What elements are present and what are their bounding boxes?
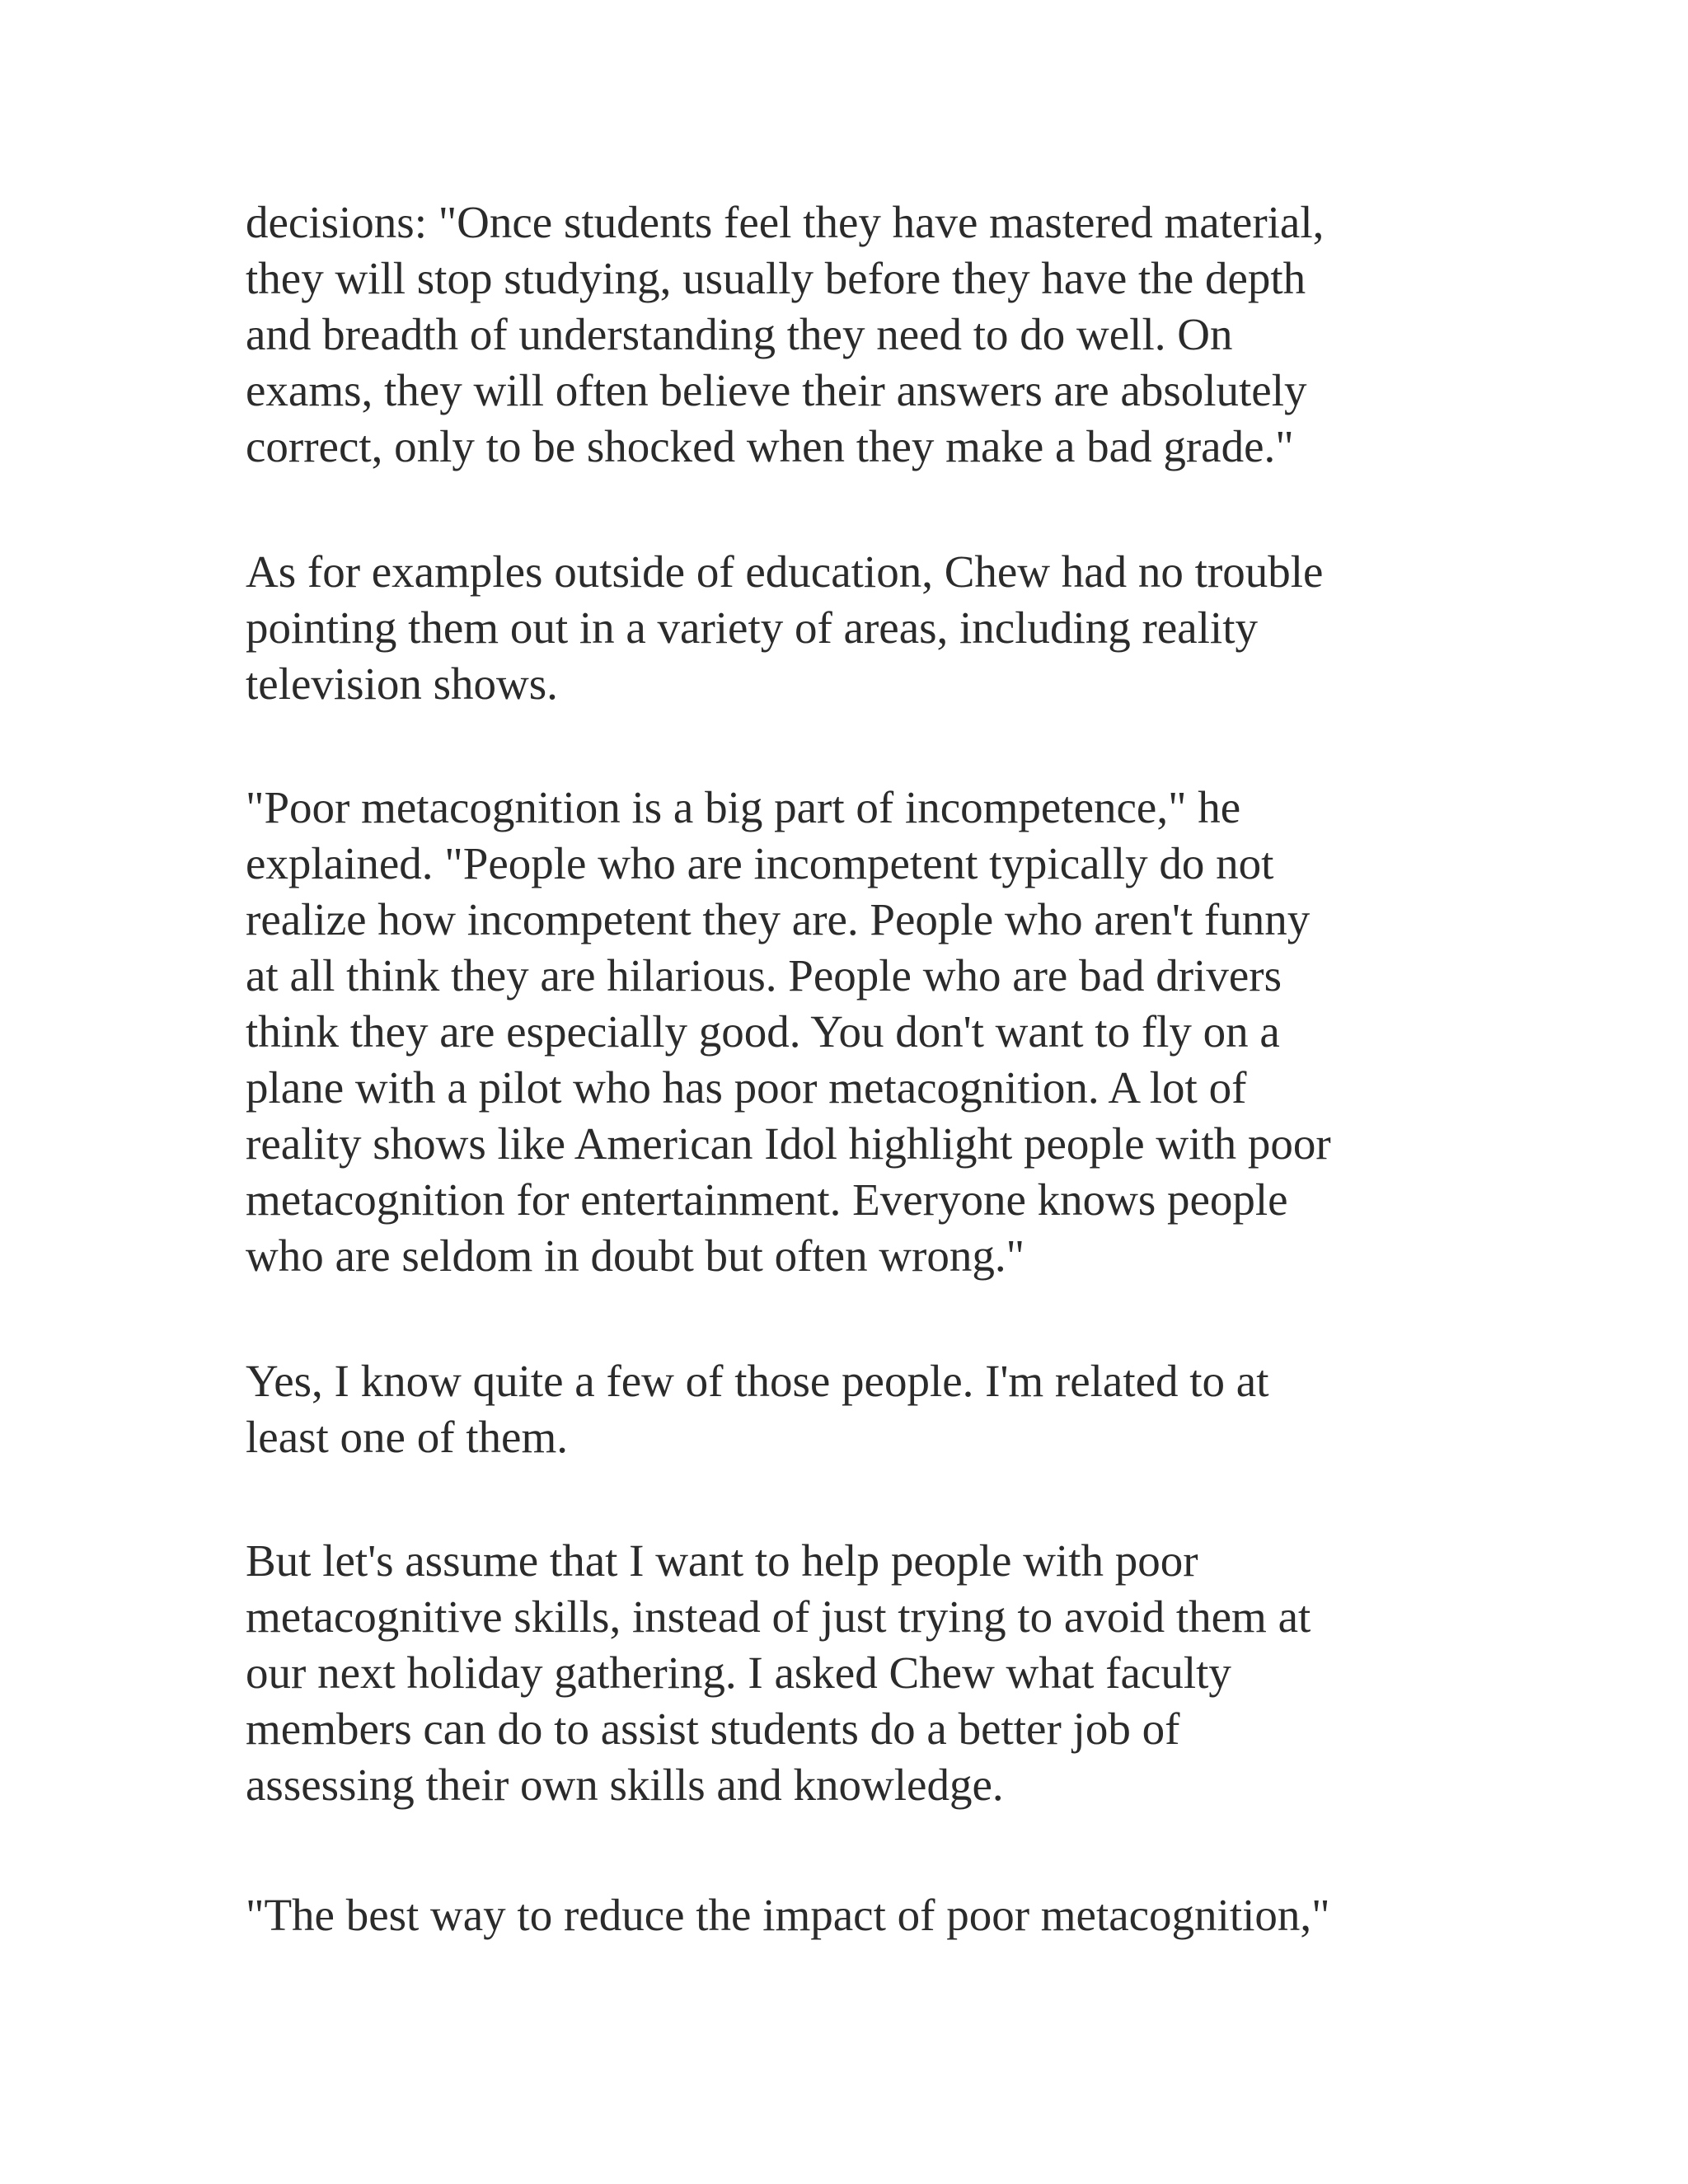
text-line: members can do to assist students do a better job of — [246, 1704, 1180, 1754]
text-line: pointing them out in a variety of areas, including reality — [246, 602, 1258, 653]
text-line: correct, only to be shocked when they make a bad grade." — [246, 421, 1294, 471]
text-line: least one of them. — [246, 1412, 568, 1462]
text-line: decisions: "Once students feel they have mastered material, — [246, 197, 1325, 247]
text-line: plane with a pilot who has poor metacognition. A lot of — [246, 1062, 1247, 1113]
paragraph-2 — [246, 544, 1482, 712]
text-line: metacognition for entertainment. Everyone knows people — [246, 1174, 1288, 1225]
paragraph-3 — [246, 780, 1482, 1284]
text-line: who are seldom in doubt but often wrong." — [246, 1230, 1025, 1281]
paragraph-5 — [246, 1533, 1482, 1813]
text-line: think they are especially good. You don't want to fly on a — [246, 1006, 1280, 1057]
text-line: "Poor metacognition is a big part of incompetence," he — [246, 782, 1241, 832]
paragraph-6 — [246, 1887, 1482, 1943]
text-line: reality shows like American Idol highlight people with poor — [246, 1118, 1331, 1169]
text-line: exams, they will often believe their answers are absolutely — [246, 365, 1307, 415]
text-line: they will stop studying, usually before they have the depth — [246, 253, 1306, 303]
text-line: explained. "People who are incompetent typically do not — [246, 838, 1274, 888]
text-line: realize how incompetent they are. People who aren't funny — [246, 894, 1311, 944]
paragraph-4 — [246, 1353, 1482, 1465]
text-line: our next holiday gathering. I asked Chew what faculty — [246, 1647, 1231, 1698]
text-line: But let's assume that I want to help people with poor — [246, 1535, 1198, 1586]
text-line: at all think they are hilarious. People who are bad drivers — [246, 950, 1282, 1001]
text-line: Yes, I know quite a few of those people. I'm related to at — [246, 1356, 1269, 1406]
text-line: and breadth of understanding they need to do well. On — [246, 309, 1233, 359]
text-line: "The best way to reduce the impact of poor metacognition," — [246, 1890, 1330, 1940]
text-line: assessing their own skills and knowledge. — [246, 1760, 1004, 1810]
paragraph-1 — [246, 194, 1482, 475]
text-line: television shows. — [246, 658, 558, 709]
text-line: As for examples outside of education, Chew had no trouble — [246, 546, 1324, 597]
text-line: metacognitive skills, instead of just trying to avoid them at — [246, 1591, 1311, 1642]
